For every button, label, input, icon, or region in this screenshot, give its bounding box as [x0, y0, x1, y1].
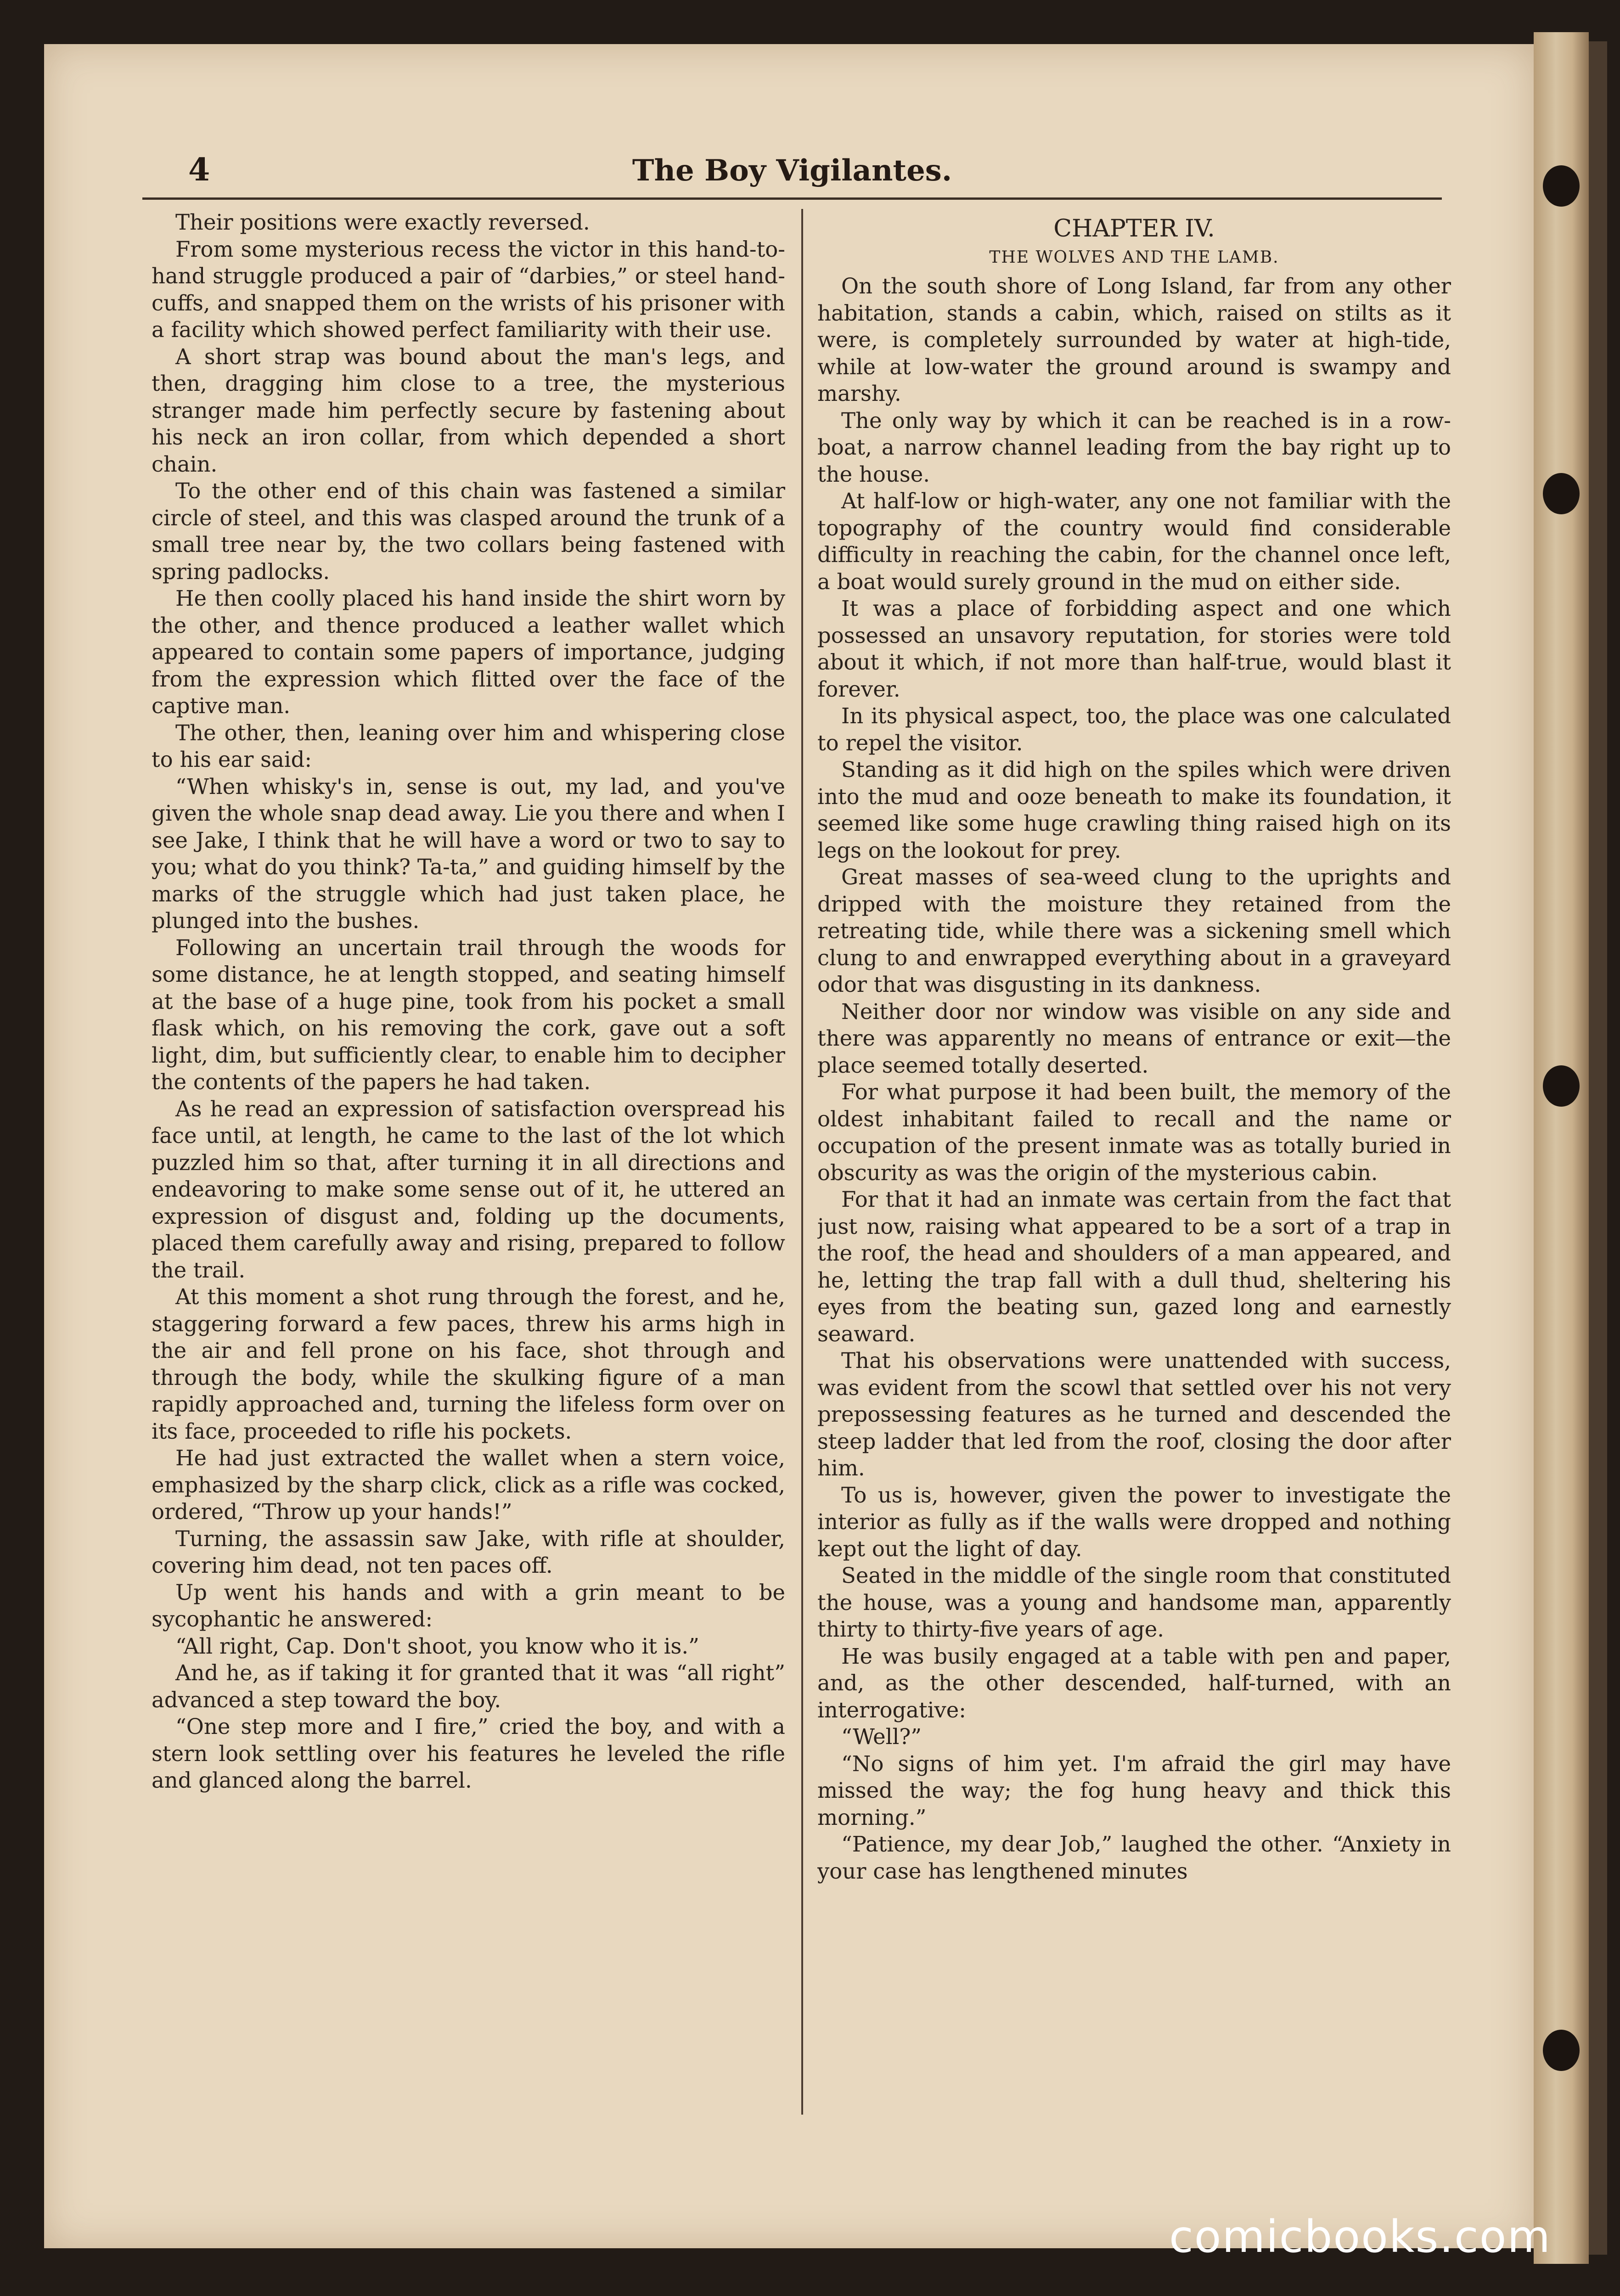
paragraph: “One step more and I fire,” cried the boy, and with a stern look settling over his features he leveled the rifle and glanced along the barrel. [152, 1714, 785, 1793]
chapter-subtitle: THE WOLVES AND THE LAMB. [989, 248, 1279, 267]
paragraph: As he read an expression of satisfaction overspread his face until, at length, he came to the last of the lot which puzzled him so that, after turning it in all directions and endeavoring to make some sense out of it, he uttered an expression of disgust and, folding up the documents, placed them carefully away and rising, prepared to follow the trail. [152, 1096, 785, 1283]
running-header [142, 147, 1442, 200]
paragraph: Neither door nor window was visible on any side and there was apparently no means of entrance or exit—the place seemed totally deserted. [817, 999, 1451, 1078]
paragraph: Great masses of sea-weed clung to the uprights and dripped with the moisture they retained from the retreating tide, while there was a sickening smell which clung to and enwrapped everything about in a graveyard odor that was disgusting in its dankness. [817, 865, 1451, 997]
binding-hole [1543, 1065, 1580, 1107]
paragraph: Seated in the middle of the single room that constituted the house, was a young and handsome man, apparently thirty to thirty-five years of age. [817, 1563, 1451, 1642]
binding-hole [1543, 2030, 1580, 2071]
page-number: 4 [188, 152, 210, 188]
paragraph: That his observations were unattended with success, was evident from the scowl that settled over his not very prepossessing features as he turned and descended the steep ladder that led from the roof, closing the door after him. [817, 1348, 1451, 1480]
paragraph: Turning, the assassin saw Jake, with rifle at shoulder, covering him dead, not ten paces off. [152, 1526, 785, 1578]
paragraph: A short strap was bound about the man's legs, and then, dragging him close to a tree, the mysterious stranger made him perfectly secure by fastening about his neck an iron collar, from which depended a short chain. [152, 344, 785, 477]
paragraph: “No signs of him yet. I'm afraid the girl may have missed the way; the fog hung heavy and thick this morning.” [817, 1751, 1451, 1830]
paragraph: “When whisky's in, sense is out, my lad, and you've given the whole snap dead away. Lie you there and when I see Jake, I think that he will have a word or two to say to you; what do you think? Ta-ta,” and guiding himself by the marks of the struggle which had just taken place, he plunged into the bushes. [152, 774, 785, 933]
left-column [152, 209, 785, 2115]
paragraph: In its physical aspect, too, the place was one calculated to repel the visitor. [817, 703, 1451, 755]
book-spine [1534, 32, 1589, 2264]
paragraph: Standing as it did high on the spiles which were driven into the mud and ooze beneath to make its foundation, it seemed like some huge crawling thing raised high on its legs on the lookout for prey. [817, 757, 1451, 863]
paragraph: “Patience, my dear Job,” laughed the other. “Anxiety in your case has lengthened minutes [817, 1832, 1451, 1884]
watermark: comicbooks.com [1169, 2211, 1551, 2262]
binding-hole [1543, 165, 1580, 207]
chapter-title: CHAPTER IV. [1053, 215, 1215, 242]
paragraph: And he, as if taking it for granted that it was “all right” advanced a step toward the boy. [152, 1660, 785, 1712]
paragraph: Their positions were exactly reversed. [175, 210, 590, 235]
paragraph: To us is, however, given the power to investigate the interior as fully as if the walls were dropped and nothing kept out the light of day. [817, 1482, 1451, 1561]
paragraph: Following an uncertain trail through the woods for some distance, he at length stopped, and seating himself at the base of a huge pine, took from his pocket a small flask which, on his removing the cork, gave out a soft light, dim, but sufficiently clear, to enable him to decipher the contents of the papers he had taken. [152, 935, 785, 1094]
right-column [817, 209, 1451, 2115]
running-title: The Boy Vigilantes. [632, 153, 952, 188]
book-spine-edge [1589, 41, 1607, 2255]
paragraph: It was a place of forbidding aspect and one which possessed an unsavory reputation, for stories were told about it which, if not more than half-true, would blast it forever. [817, 596, 1451, 702]
paragraph: “Well?” [841, 1724, 922, 1749]
binding-hole [1543, 473, 1580, 514]
paragraph: He was busily engaged at a table with pen and paper, and, as the other descended, half-turned, with an interrogative: [817, 1643, 1451, 1722]
paragraph: On the south shore of Long Island, far from any other habitation, stands a cabin, which, raised on stilts as it were, is completely surrounded by water at high-tide, while at low-water the ground around is swampy and marshy. [817, 274, 1451, 406]
paragraph: At this moment a shot rung through the forest, and he, staggering forward a few paces, threw his arms high in the air and fell prone on his face, shot through and through the body, while the skulking figure of a man rapidly approached and, turning the lifeless form over on its face, proceeded to rifle his pockets. [152, 1284, 785, 1444]
paragraph: “All right, Cap. Don't shoot, you know who it is.” [175, 1633, 699, 1659]
paragraph: Up went his hands and with a grin meant to be sycophantic he answered: [152, 1580, 785, 1632]
paragraph: From some mysterious recess the victor in this hand-to-hand struggle produced a pair of “darbies,” or steel hand-cuffs, and snapped them on the wrists of his prisoner with a facility which showed perfect familiarity with their use. [152, 236, 785, 342]
paragraph: For that it had an inmate was certain from the fact that just now, raising what appeared to be a sort of a trap in the roof, the head and shoulders of a man appeared, and he, letting the trap fall with a dull thud, sheltering his eyes from the beating sun, gazed long and earnestly seaward. [817, 1187, 1451, 1346]
paragraph: At half-low or high-water, any one not familiar with the topography of the country would find considerable difficulty in reaching the cabin, for the channel once left, a boat would surely ground in the mud on either side. [817, 489, 1451, 594]
paragraph: He had just extracted the wallet when a stern voice, emphasized by the sharp click, click as a rifle was cocked, ordered, “Throw up your hands!” [152, 1446, 785, 1524]
paragraph: He then coolly placed his hand inside the shirt worn by the other, and thence produced a leather wallet which appeared to contain some papers of importance, judging from the expression which flitted over the face of the captive man. [152, 586, 785, 718]
paragraph: The only way by which it can be reached is in a row-boat, a narrow channel leading from the bay right up to the house. [817, 408, 1451, 487]
paragraph: To the other end of this chain was fastened a similar circle of steel, and this was clasped around the trunk of a small tree near by, the two collars being fastened with spring padlocks. [152, 478, 785, 584]
column-divider [801, 209, 803, 2115]
paragraph: The other, then, leaning over him and whispering close to his ear said: [152, 720, 785, 772]
paragraph: For what purpose it had been built, the memory of the oldest inhabitant failed to recall and the name or occupation of the present inmate was as totally buried in obscurity as was the origin of the mysterious cabin. [817, 1080, 1451, 1185]
